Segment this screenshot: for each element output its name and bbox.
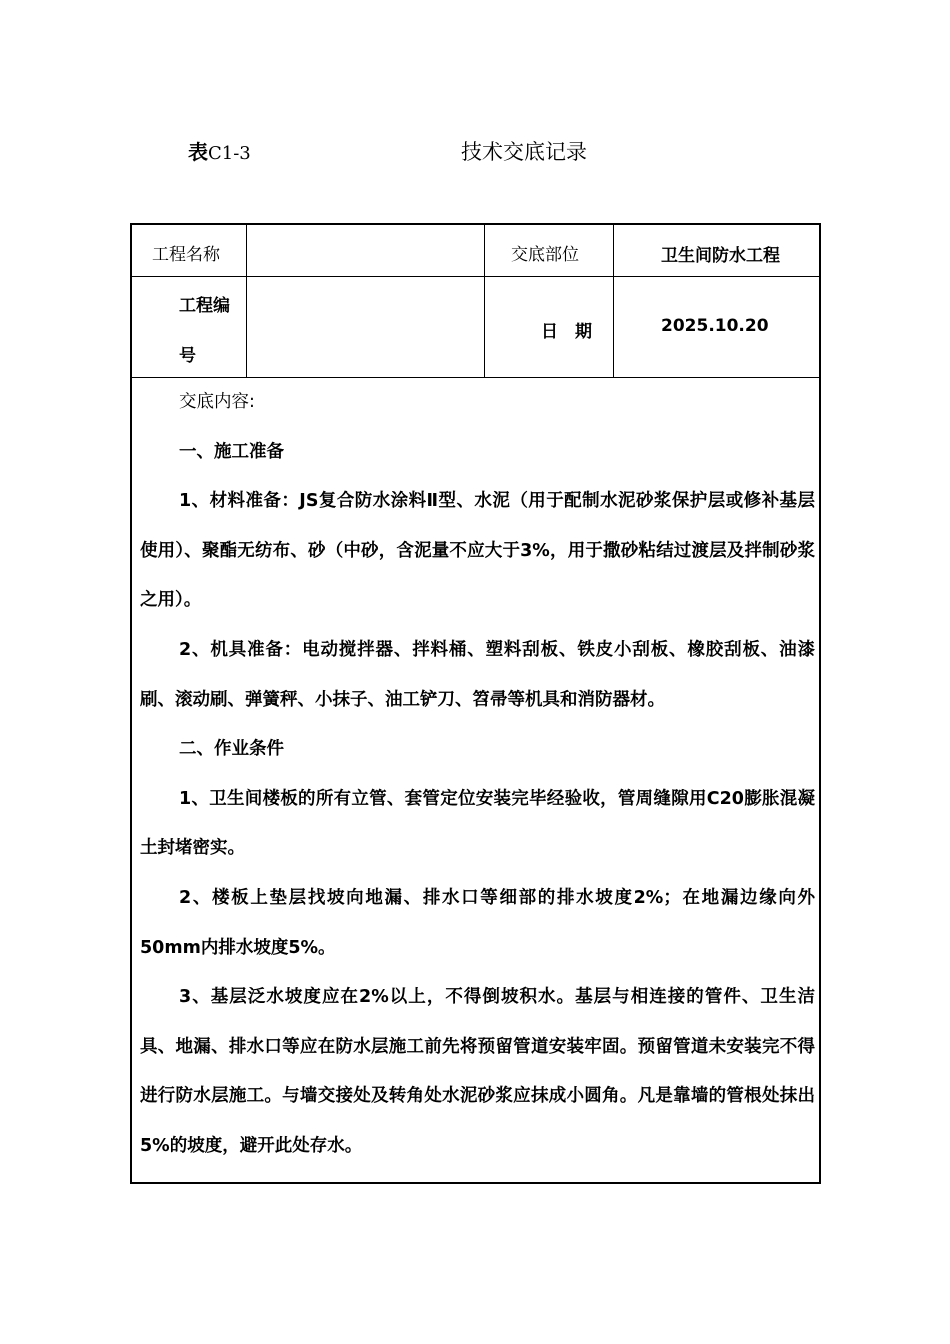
cell-divider	[484, 277, 485, 377]
disclosure-record-table	[130, 223, 821, 1184]
content-intro: 交底内容:	[179, 392, 255, 412]
cell-divider	[246, 277, 247, 377]
page-header	[0, 136, 950, 166]
project-no-label-line1: 工程编	[179, 296, 230, 316]
cell-divider	[484, 225, 485, 276]
cell-divider	[246, 225, 247, 276]
table-row-project-no	[132, 277, 819, 378]
section-item: 2、机具准备：电动搅拌器、拌料桶、塑料刮板、铁皮小刮板、橡胶刮板、油漆刷、滚动刷、弹簧秤、小抹子、油工铲刀、笤帚等机具和消防器材。	[140, 639, 815, 710]
section-item: 2、楼板上垫层找坡向地漏、排水口等细部的排水坡度2%；在地漏边缘向外50mm内排水坡度5%。	[140, 887, 815, 958]
disclosure-content	[140, 378, 815, 1172]
date-label: 日 期	[541, 322, 592, 342]
project-no-label-line2: 号	[179, 346, 196, 366]
section-title: 一、施工准备	[179, 441, 284, 462]
section-item: 1、材料准备：JS复合防水涂料Ⅱ型、水泥（用于配制水泥砂浆保护层或修补基层使用）、聚酯无纺布、砂（中砂，含泥量不应大于3%，用于撒砂粘结过渡层及拌制砂浆之用）。	[140, 491, 815, 611]
document-title: 技术交底记录	[461, 140, 587, 164]
cell-divider	[613, 277, 614, 377]
form-number	[188, 136, 251, 165]
form-label: 表	[188, 140, 208, 164]
cell-divider	[613, 225, 614, 276]
section-item: 1、卫生间楼板的所有立管、套管定位安装完毕经验收，管周缝隙用C20膨胀混凝土封堵密实。	[140, 788, 815, 859]
part-value: 卫生间防水工程	[661, 246, 780, 266]
part-label: 交底部位	[511, 245, 579, 265]
date-value: 2025.10.20	[661, 316, 769, 336]
section-item: 3、基层泛水坡度应在2%以上，不得倒坡积水。基层与相连接的管件、卫生洁具、地漏、排水口等应在防水层施工前先将预留管道安装牢固。预留管道未安装完不得进行防水层施工。与墙交接处及转角处水泥砂浆应抹成小圆角。凡是靠墙的管根处抹出5%的坡度，避开此处存水。	[140, 987, 815, 1156]
table-row-project-name	[132, 225, 819, 277]
section-title: 二、作业条件	[179, 739, 284, 760]
project-name-label: 工程名称	[152, 245, 220, 265]
form-code: C1-3	[208, 143, 251, 164]
